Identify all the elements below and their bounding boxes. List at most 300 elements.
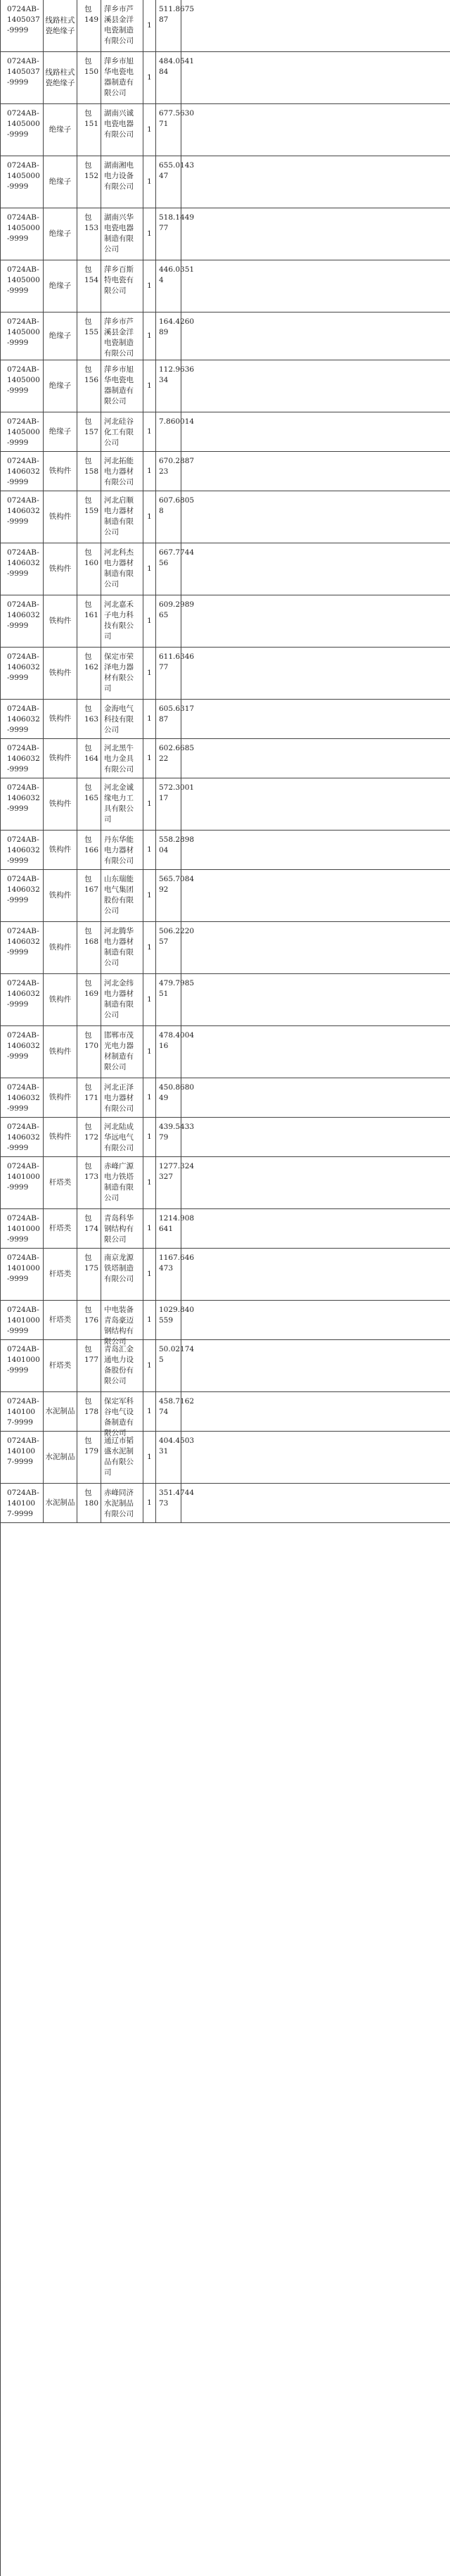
cell-line: 备股份有 <box>104 1366 134 1375</box>
supplier-cell <box>101 1432 143 1483</box>
cell-line: 司 <box>104 684 112 693</box>
cell-line: 包 <box>84 744 92 752</box>
cell-line: 铁塔制造 <box>104 1264 134 1273</box>
supplier-cell <box>101 1157 143 1208</box>
cell-line: 174 <box>84 1225 99 1233</box>
quantity-cell <box>143 831 156 869</box>
cell-line: 559 <box>159 1316 174 1325</box>
material-name-cell <box>44 1026 77 1078</box>
material-code-cell <box>0 778 44 830</box>
cell-line: 177 <box>84 1356 99 1364</box>
material-code-cell <box>0 831 44 869</box>
cell-line: 47 <box>159 172 169 180</box>
material-name: 线路柱式瓷绝缘子 <box>45 68 75 87</box>
cell-line: 邯郸市茂 <box>104 1031 134 1040</box>
cell-line: 446.0351 <box>159 265 195 274</box>
quantity-cell <box>143 543 156 595</box>
blank-cell <box>181 1118 450 1156</box>
quantity-value: 1 <box>147 800 152 808</box>
package-cell <box>77 1340 101 1391</box>
material-code-cell <box>0 870 44 921</box>
cell-line: 168 <box>84 937 99 946</box>
cell-line: 公司 <box>104 528 119 536</box>
package-cell <box>77 104 101 156</box>
material-name: 铁构件 <box>49 1047 72 1056</box>
blank-cell <box>181 1392 450 1431</box>
cell-line: 670.2887 <box>159 457 195 465</box>
cell-line: 0724AB- <box>7 457 39 465</box>
table-row <box>0 700 450 739</box>
price-cell <box>156 1026 195 1078</box>
price-cell <box>156 543 195 595</box>
cell-line: 器制造有 <box>104 386 134 395</box>
quantity-value: 1 <box>147 891 152 899</box>
price-cell <box>156 1301 195 1339</box>
material-code-cell <box>0 543 44 595</box>
cell-line: 1406032 <box>7 794 40 802</box>
table-row <box>0 922 450 974</box>
cell-line: 湖南兴诚 <box>104 109 134 118</box>
supplier-cell <box>101 452 143 491</box>
material-name-cell <box>44 0 77 51</box>
cell-line: 有限公司 <box>104 765 134 774</box>
table-row <box>0 0 450 52</box>
package-cell <box>77 312 101 360</box>
material-name-cell <box>44 360 77 412</box>
supplier-cell <box>101 595 143 647</box>
cell-line: 制造有限 <box>104 234 134 243</box>
cell-line: 青岛科华 <box>104 1214 134 1223</box>
quantity-cell <box>143 1484 156 1522</box>
material-name: 水泥制品 <box>45 1453 75 1461</box>
cell-line: 112.9636 <box>159 365 195 374</box>
material-name: 铁构件 <box>49 995 72 1004</box>
cell-line: 限公司 <box>104 1337 127 1346</box>
quantity-cell <box>143 1432 156 1483</box>
cell-line: 1401000 <box>7 1356 40 1364</box>
price-cell <box>156 595 195 647</box>
cell-line: 173 <box>84 1173 99 1181</box>
package-cell <box>77 1209 101 1248</box>
quantity-cell <box>143 1157 156 1208</box>
quantity-value: 1 <box>147 714 152 723</box>
cell-line: 包 <box>84 835 92 844</box>
cell-line: 0724AB- <box>7 5 39 13</box>
cell-line: 164 <box>84 755 99 763</box>
material-name-cell <box>44 1249 77 1300</box>
cell-line: 包 <box>84 1083 92 1092</box>
cell-line: 赤峰广源 <box>104 1162 134 1170</box>
cell-line: 159 <box>84 507 99 515</box>
quantity-cell <box>143 1301 156 1339</box>
cell-line: 河北科杰 <box>104 548 134 557</box>
cell-line: -9999 <box>7 621 29 630</box>
cell-line: 1406032 <box>7 715 40 724</box>
blank-cell <box>181 1484 450 1522</box>
cell-line: 电气集团 <box>104 885 134 894</box>
material-code-cell <box>0 1249 44 1300</box>
cell-line: -9999 <box>7 1275 29 1283</box>
cell-line: 151 <box>84 120 99 128</box>
material-name: 铁构件 <box>49 1093 72 1101</box>
material-name-cell <box>44 312 77 360</box>
material-name: 绝缘子 <box>49 332 72 340</box>
cell-line: 科技有限 <box>104 715 134 724</box>
cell-line: 57 <box>159 937 169 946</box>
cell-line: 0724AB- <box>7 1083 39 1092</box>
cell-line: 0724AB- <box>7 317 39 326</box>
cell-line: 包 <box>84 365 92 374</box>
cell-line: 华电瓷电 <box>104 68 134 76</box>
material-name-cell <box>44 974 77 1025</box>
supplier-cell <box>101 1249 143 1300</box>
cell-line: 7.860014 <box>159 417 195 426</box>
cell-line: 限公司 <box>104 1235 127 1244</box>
table-row <box>0 1157 450 1209</box>
cell-line: 0724AB- <box>7 1306 39 1314</box>
cell-line: 22 <box>159 755 169 763</box>
cell-line: 479.7985 <box>159 979 195 987</box>
cell-line: 0724AB- <box>7 365 39 374</box>
quantity-value: 1 <box>147 1224 152 1232</box>
cell-line: 山东瑞能 <box>104 875 134 883</box>
quantity-cell <box>143 974 156 1025</box>
table-row <box>0 1026 450 1078</box>
cell-line: 0724AB- <box>7 783 39 792</box>
cell-line: 河北嘉禾 <box>104 600 134 609</box>
cell-line: 140100 <box>7 1499 36 1508</box>
material-name: 杆塔类 <box>49 1270 72 1278</box>
blank-cell <box>181 1078 450 1117</box>
cell-line: 0724AB- <box>7 600 39 609</box>
cell-line: 限公司 <box>104 397 127 405</box>
cell-line: 1214.908 <box>159 1214 195 1223</box>
material-code-cell <box>0 260 44 312</box>
table-row <box>0 156 450 208</box>
blank-cell <box>181 700 450 738</box>
cell-line: 1406032 <box>7 990 40 998</box>
supplier-cell <box>101 1078 143 1117</box>
package-cell <box>77 1301 101 1339</box>
cell-line: 泽电力器 <box>104 663 134 671</box>
price-cell <box>156 412 195 451</box>
quantity-cell <box>143 1209 156 1248</box>
material-code-cell <box>0 412 44 451</box>
cell-line: 149 <box>84 15 99 24</box>
blank-cell <box>181 543 450 595</box>
cell-line: 0724AB- <box>7 109 39 118</box>
price-cell <box>156 260 195 312</box>
cell-line: 包 <box>84 652 92 661</box>
cell-line: 1405037 <box>7 68 40 76</box>
material-name-cell <box>44 1209 77 1248</box>
material-code-cell <box>0 648 44 699</box>
package-cell <box>77 778 101 830</box>
quantity-value: 1 <box>147 177 152 186</box>
price-cell <box>156 1484 195 1522</box>
cell-line: 有限公司 <box>104 478 134 486</box>
material-code-cell <box>0 491 44 543</box>
cell-line: 电力器材 <box>104 990 134 998</box>
price-cell <box>156 1392 195 1431</box>
table-row <box>0 491 450 543</box>
quantity-value: 1 <box>147 564 152 573</box>
cell-line: 溪县金洋 <box>104 328 134 336</box>
supplier-cell <box>101 1118 143 1156</box>
cell-line: 92 <box>159 885 169 894</box>
cell-line: 限公司 <box>104 1429 127 1437</box>
quantity-value: 1 <box>147 1047 152 1056</box>
cell-line: 71 <box>159 120 169 128</box>
cell-line: 包 <box>84 109 92 118</box>
cell-line: 盛水泥制 <box>104 1447 134 1456</box>
package-cell <box>77 543 101 595</box>
price-cell <box>156 0 195 51</box>
cell-line: 17 <box>159 794 169 802</box>
material-code-cell <box>0 208 44 260</box>
table-row <box>0 260 450 312</box>
cell-line: -9999 <box>7 386 29 395</box>
material-code-cell <box>0 1209 44 1248</box>
cell-line: 包 <box>84 496 92 505</box>
package-cell <box>77 831 101 869</box>
quantity-value: 1 <box>147 229 152 238</box>
table-row <box>0 208 450 260</box>
blank-cell <box>181 360 450 412</box>
cell-line: 河北金诚 <box>104 783 134 792</box>
material-name-cell <box>44 739 77 778</box>
cell-line: 有限公司 <box>104 1510 134 1518</box>
cell-line: 79 <box>159 1133 169 1142</box>
cell-line: 65 <box>159 611 169 619</box>
quantity-value: 1 <box>147 995 152 1004</box>
cell-line: 1405037 <box>7 15 40 24</box>
material-name-cell <box>44 260 77 312</box>
cell-line: -9999 <box>7 438 29 447</box>
cell-line: 1406032 <box>7 937 40 946</box>
cell-line: 有限公司 <box>104 349 134 358</box>
price-cell <box>156 922 195 973</box>
cell-line: 179 <box>84 1447 99 1456</box>
cell-line: 钢结构有 <box>104 1327 134 1335</box>
table-row <box>0 831 450 870</box>
cell-line: 电力设备 <box>104 172 134 180</box>
material-name: 铁构件 <box>49 467 72 475</box>
material-name: 杆塔类 <box>49 1361 72 1370</box>
blank-cell <box>181 831 450 869</box>
price-cell <box>156 312 195 360</box>
quantity-value: 1 <box>147 1498 152 1507</box>
cell-line: 7-9999 <box>7 1458 33 1466</box>
material-name-cell <box>44 1484 77 1522</box>
blank-cell <box>181 491 450 543</box>
package-cell <box>77 922 101 973</box>
supplier-cell <box>101 260 143 312</box>
cell-line: 511.8675 <box>159 5 195 13</box>
cell-line: 河北金纬 <box>104 979 134 987</box>
cell-line: 1029.840 <box>159 1306 195 1314</box>
package-cell <box>77 974 101 1025</box>
table-row <box>0 543 450 595</box>
quantity-value: 1 <box>147 1270 152 1278</box>
blank-cell <box>181 1026 450 1078</box>
price-cell <box>156 1249 195 1300</box>
price-cell <box>156 156 195 208</box>
cell-line: 1405000 <box>7 276 40 284</box>
material-code-cell <box>0 360 44 412</box>
quantity-cell <box>143 104 156 156</box>
cell-line: 湖南兴华 <box>104 213 134 222</box>
cell-line: 器制造有 <box>104 78 134 87</box>
price-cell <box>156 739 195 778</box>
package-cell <box>77 0 101 51</box>
package-cell <box>77 648 101 699</box>
cell-line: 制造有限 <box>104 569 134 578</box>
supplier-cell <box>101 870 143 921</box>
material-name-cell <box>44 1118 77 1156</box>
quantity-value: 1 <box>147 381 152 390</box>
table-row <box>0 1078 450 1118</box>
table-row <box>0 1392 450 1437</box>
cell-line: -9999 <box>7 896 29 904</box>
supplier-cell <box>101 412 143 451</box>
supplier-cell <box>101 1340 143 1391</box>
cell-line: -9999 <box>7 26 29 34</box>
material-code-cell <box>0 1026 44 1078</box>
cell-line: 保定市荣 <box>104 652 134 661</box>
cell-line: 161 <box>84 611 99 619</box>
material-name: 铁构件 <box>49 754 72 762</box>
cell-line: 金海电气 <box>104 705 134 713</box>
price-cell <box>156 648 195 699</box>
cell-line: 包 <box>84 317 92 326</box>
material-code-cell <box>0 104 44 156</box>
quantity-cell <box>143 700 156 738</box>
cell-line: 电力器材 <box>104 559 134 567</box>
price-cell <box>156 974 195 1025</box>
cell-line: 49 <box>159 1094 169 1102</box>
supplier-cell <box>101 1484 143 1522</box>
cell-line: 萍乡市芦 <box>104 5 134 13</box>
cell-line: 157 <box>84 428 99 436</box>
material-code-cell <box>0 156 44 208</box>
cell-line: 特电瓷有 <box>104 276 134 284</box>
material-name-cell <box>44 700 77 738</box>
cell-line: -9999 <box>7 857 29 865</box>
material-name-cell <box>44 452 77 491</box>
cell-line: 1406032 <box>7 755 40 763</box>
material-code-cell <box>0 1432 44 1483</box>
package-cell <box>77 208 101 260</box>
cell-line: -9999 <box>7 765 29 774</box>
blank-cell <box>181 0 450 51</box>
cell-line: 51 <box>159 990 169 998</box>
cell-line: 1405000 <box>7 120 40 128</box>
material-name: 水泥制品 <box>45 1407 75 1415</box>
package-cell <box>77 1157 101 1208</box>
package-cell <box>77 1078 101 1117</box>
table-row <box>0 412 450 452</box>
cell-line: 丹东华能 <box>104 835 134 844</box>
cell-line: 材制造有 <box>104 1052 134 1061</box>
price-cell <box>156 1340 195 1391</box>
cell-line: 有限公司 <box>104 182 134 191</box>
cell-line: 公司 <box>104 1194 119 1202</box>
quantity-cell <box>143 52 156 103</box>
quantity-value: 1 <box>147 427 152 436</box>
supplier-cell <box>101 1209 143 1248</box>
table-row <box>0 360 450 412</box>
material-name-cell <box>44 156 77 208</box>
cell-line: 包 <box>84 705 92 713</box>
quantity-cell <box>143 360 156 412</box>
cell-line: 677.5630 <box>159 109 195 118</box>
material-code-cell <box>0 974 44 1025</box>
price-cell <box>156 778 195 830</box>
cell-line: 萍乡市旭 <box>104 57 134 65</box>
price-cell <box>156 360 195 412</box>
cell-line: 166 <box>84 846 99 854</box>
cell-line: 0724AB- <box>7 652 39 661</box>
table-row <box>0 595 450 648</box>
material-code-cell <box>0 1484 44 1522</box>
cell-line: 1401000 <box>7 1316 40 1325</box>
supplier-cell <box>101 974 143 1025</box>
cell-line: 1406032 <box>7 467 40 476</box>
cell-line: 限公司 <box>104 286 127 295</box>
cell-line: 0724AB- <box>7 1123 39 1131</box>
cell-line: 31 <box>159 1447 169 1456</box>
material-code-cell <box>0 739 44 778</box>
material-name-cell <box>44 52 77 103</box>
cell-line: 171 <box>84 1094 99 1102</box>
material-name: 绝缘子 <box>49 229 72 238</box>
cell-line: 140100 <box>7 1447 36 1456</box>
cell-line: 450.8680 <box>159 1083 195 1092</box>
table-row <box>0 870 450 922</box>
cell-line: 77 <box>159 663 169 671</box>
cell-line: 478.4004 <box>159 1031 195 1040</box>
cell-line: 1406032 <box>7 846 40 854</box>
cell-line: 股份有限 <box>104 896 134 904</box>
quantity-cell <box>143 1340 156 1391</box>
cell-line: 电瓷电器 <box>104 224 134 232</box>
cell-line: 材有限公 <box>104 674 134 682</box>
cell-line: 公司 <box>104 726 119 734</box>
cell-line: 有限公司 <box>104 857 134 865</box>
package-cell <box>77 870 101 921</box>
cell-line: 605.6317 <box>159 705 195 713</box>
cell-line: 518.1449 <box>159 213 195 222</box>
quantity-value: 1 <box>147 943 152 952</box>
package-cell <box>77 360 101 412</box>
blank-cell <box>181 452 450 491</box>
cell-line: 160 <box>84 559 99 567</box>
cell-line: -9999 <box>7 1366 29 1375</box>
blank-cell <box>181 1209 450 1248</box>
cell-line: 1167.646 <box>159 1254 195 1262</box>
cell-line: 具有限公 <box>104 804 134 813</box>
material-code-cell <box>0 0 44 51</box>
cell-line: 通电力设 <box>104 1356 134 1364</box>
material-code-cell <box>0 1340 44 1391</box>
cell-line: 赤峰同济 <box>104 1489 134 1497</box>
cell-line: -9999 <box>7 517 29 526</box>
blank-cell <box>181 922 450 973</box>
material-name-cell <box>44 104 77 156</box>
quantity-cell <box>143 648 156 699</box>
cell-line: 包 <box>84 1123 92 1131</box>
